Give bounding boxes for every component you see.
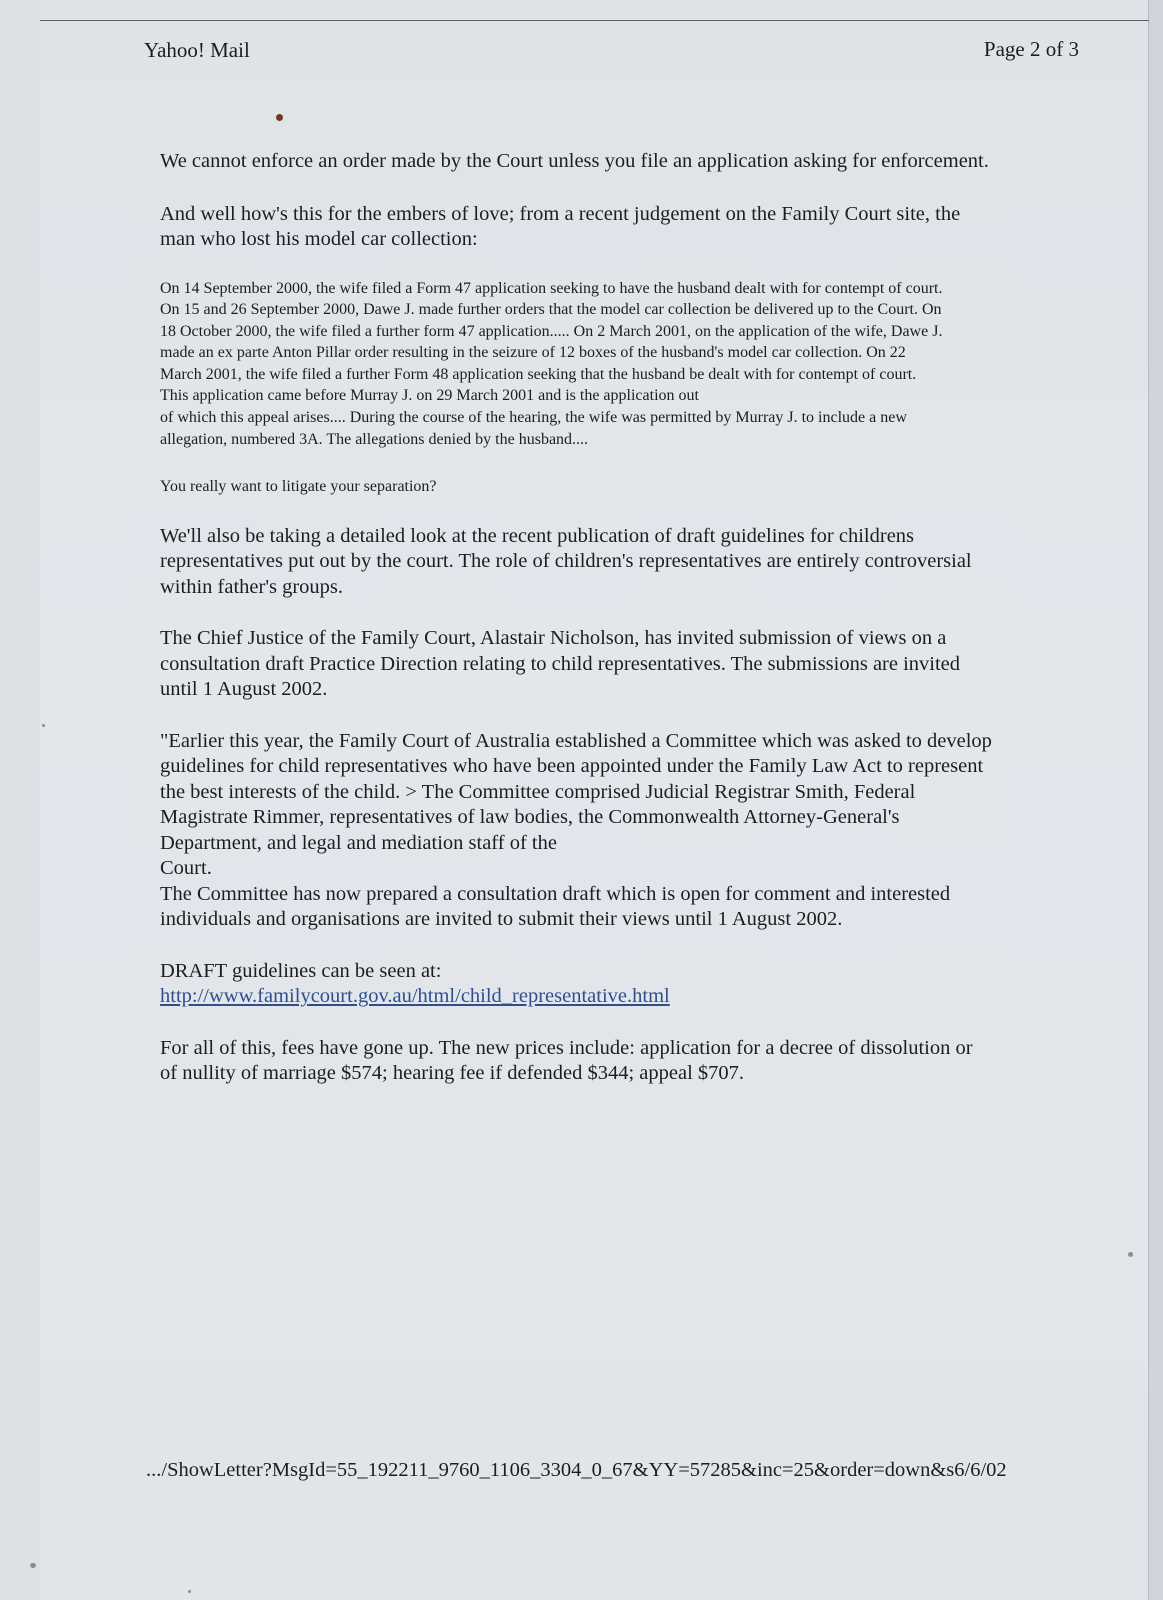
scan-speck xyxy=(188,1590,191,1593)
chief-justice-paragraph: The Chief Justice of the Family Court, Alastair Nicholson, has invited submission of views on a consultation draft Practice Direction relating to child representatives. The submissions are invited until 1 August 2002. xyxy=(160,627,961,701)
scan-speck xyxy=(42,724,45,727)
footer-url: .../ShowLetter?MsgId=55_192211_9760_1106_3304_0_67&YY=57285&inc=25&order=down&s6/6/02 xyxy=(146,1459,1007,1481)
email-body xyxy=(160,149,1100,1087)
enforcement-paragraph: We cannot enforce an order made by the Court unless you file an application asking for enforcement. xyxy=(160,150,989,172)
guidelines-paragraph: We'll also be taking a detailed look at the recent publication of draft guidelines for childrens representatives put out by the court. The role of children's representatives are entirely controversial within father's groups. xyxy=(160,524,972,598)
app-title: Yahoo! Mail xyxy=(144,38,250,62)
judgement-quote: On 14 September 2000, the wife filed a Form 47 application seeking to have the husband dealt with for contempt of court. On 15 and 26 September 2000, Dawe J. made further orders that the model car collection be delivered up to the Court. On 18 October 2000, the wife filed a further form 47 application..... On 2 March 2001, on the application of the wife, Dawe J. made an ex parte Anton Pillar order resulting in the seizure of 12 boxes of the husband's model car collection. On 22 March 2001, the wife filed a further Form 48 application seeking that the husband be dealt with for contempt of court. This application came before Murray J. on 29 March 2001 and is the application out of which this appeal arises.... During the course of the hearing, the wife was permitted by Murray J. to include a new allegation, numbered 3A. The allegations denied by the husband.... xyxy=(160,279,943,448)
fees-paragraph: For all of this, fees have gone up. The new prices include: application for a decree of dissolution or of nullity of marriage $574; hearing fee if defended $344; appeal $707. xyxy=(160,1036,973,1085)
page-indicator: Page 2 of 3 xyxy=(983,37,1079,61)
committee-paragraph: "Earlier this year, the Family Court of Australia established a Committee which was asked to develop guidelines for child representatives who have been appointed under the Family Law Act to represent the best interests of the child. > The Committee comprised Judicial Registrar Smith, Federal Magistrate Rimmer, representatives of law bodies, the Commonwealth Attorney-General's Department, and legal and mediation staff of the Court. The Committee has now prepared a consultation draft which is open for comment and interested individuals and organisations are invited to submit their views until 1 August 2002. xyxy=(160,729,992,931)
scan-speck xyxy=(30,1563,36,1568)
draft-guidelines-link[interactable]: http://www.familycourt.gov.au/html/child_representative.html xyxy=(160,985,670,1008)
scan-speck xyxy=(1128,1252,1133,1257)
scan-left-margin xyxy=(0,0,40,1600)
litigate-question: You really want to litigate your separation? xyxy=(160,478,437,496)
bullet-dot-icon xyxy=(276,114,283,121)
embers-paragraph: And well how's this for the embers of love; from a recent judgement on the Family Court site, the man who lost his model car collection: xyxy=(160,202,961,250)
top-rule xyxy=(40,20,1149,21)
scan-right-edge xyxy=(1148,0,1163,1600)
draft-guidelines-paragraph: DRAFT guidelines can be seen at: http://www.familycourt.gov.au/html/child_representative.html xyxy=(160,959,1100,1010)
